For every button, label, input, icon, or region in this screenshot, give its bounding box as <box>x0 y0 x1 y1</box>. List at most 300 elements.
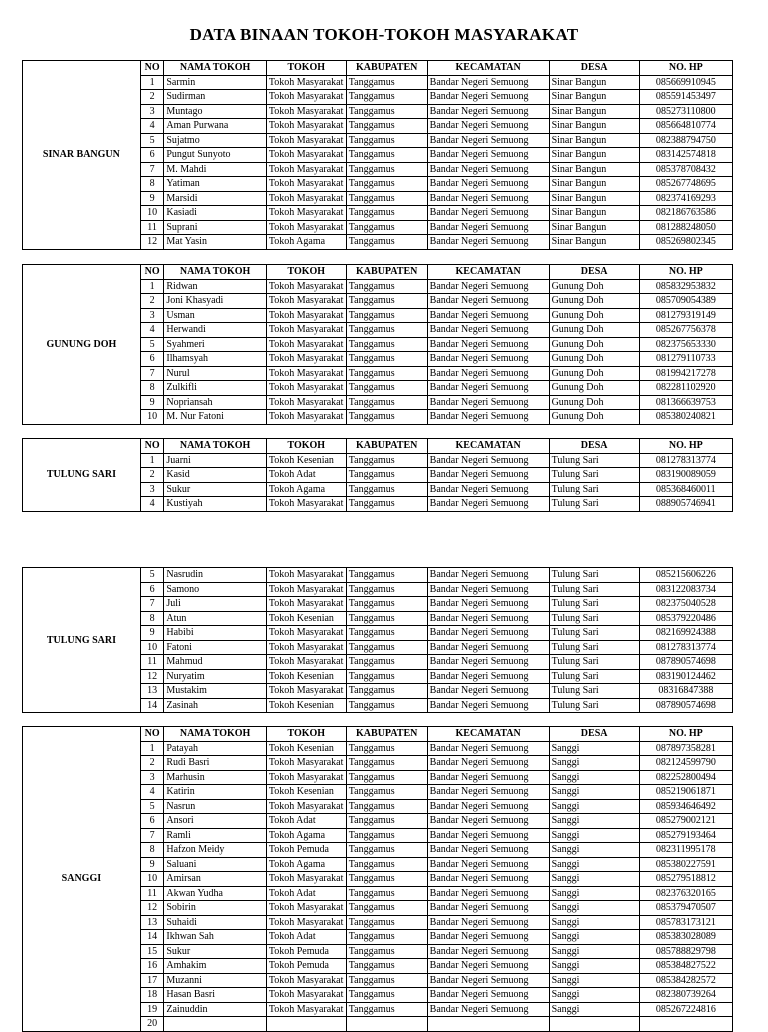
desa-cell: Tulung Sari <box>549 468 639 483</box>
kecamatan-cell: Bandar Negeri Semuong <box>427 162 549 177</box>
group-label: GUNUNG DOH <box>23 265 141 425</box>
kecamatan-cell: Bandar Negeri Semuong <box>427 1002 549 1017</box>
no-cell: 6 <box>140 814 164 829</box>
tokoh-cell: Tokoh Masyarakat <box>266 872 346 887</box>
desa-cell: Gunung Doh <box>549 410 639 425</box>
desa-cell: Tulung Sari <box>549 626 639 641</box>
kecamatan-cell: Bandar Negeri Semuong <box>427 669 549 684</box>
desa-cell: Sanggi <box>549 973 639 988</box>
no-hp-cell: 085273110800 <box>639 104 732 119</box>
kabupaten-cell: Tanggamus <box>346 366 427 381</box>
no-hp-cell: 081288248050 <box>639 220 732 235</box>
kecamatan-cell: Bandar Negeri Semuong <box>427 381 549 396</box>
no-cell: 11 <box>140 220 164 235</box>
desa-cell: Tulung Sari <box>549 597 639 612</box>
nama-tokoh-cell: Joni Khasyadi <box>164 294 266 309</box>
column-header-desa: DESA <box>549 439 639 454</box>
tokoh-cell: Tokoh Masyarakat <box>266 133 346 148</box>
nama-tokoh-cell: Muntago <box>164 104 266 119</box>
kecamatan-cell: Bandar Negeri Semuong <box>427 468 549 483</box>
kecamatan-cell: Bandar Negeri Semuong <box>427 410 549 425</box>
kabupaten-cell: Tanggamus <box>346 814 427 829</box>
kabupaten-cell: Tanggamus <box>346 235 427 250</box>
tokoh-cell: Tokoh Masyarakat <box>266 191 346 206</box>
no-hp-cell: 082124599790 <box>639 756 732 771</box>
nama-tokoh-cell: Zulkifli <box>164 381 266 396</box>
kecamatan-cell: Bandar Negeri Semuong <box>427 148 549 163</box>
kabupaten-cell: Tanggamus <box>346 626 427 641</box>
nama-tokoh-cell: M. Mahdi <box>164 162 266 177</box>
nama-tokoh-cell: Saluani <box>164 857 266 872</box>
no-hp-cell: 085279518812 <box>639 872 732 887</box>
kecamatan-cell: Bandar Negeri Semuong <box>427 235 549 250</box>
tokoh-cell: Tokoh Masyarakat <box>266 162 346 177</box>
nama-tokoh-cell: Pungut Sunyoto <box>164 148 266 163</box>
kabupaten-cell: Tanggamus <box>346 90 427 105</box>
kabupaten-cell: Tanggamus <box>346 468 427 483</box>
no-cell: 6 <box>140 352 164 367</box>
desa-cell: Sanggi <box>549 959 639 974</box>
desa-cell: Sanggi <box>549 857 639 872</box>
column-header-desa: DESA <box>549 61 639 76</box>
no-hp-cell: 085267756378 <box>639 323 732 338</box>
kabupaten-cell: Tanggamus <box>346 191 427 206</box>
column-header-no: NO <box>140 727 164 742</box>
nama-tokoh-cell: Fatoni <box>164 640 266 655</box>
tokoh-cell: Tokoh Masyarakat <box>266 381 346 396</box>
no-hp-cell: 082374169293 <box>639 191 732 206</box>
no-cell: 15 <box>140 944 164 959</box>
no-cell: 5 <box>140 133 164 148</box>
desa-cell: Sinar Bangun <box>549 133 639 148</box>
no-cell: 4 <box>140 119 164 134</box>
kabupaten-cell: Tanggamus <box>346 482 427 497</box>
kabupaten-cell: Tanggamus <box>346 220 427 235</box>
tokoh-cell: Tokoh Masyarakat <box>266 1002 346 1017</box>
tokoh-cell: Tokoh Agama <box>266 857 346 872</box>
no-hp-cell: 08316847388 <box>639 684 732 699</box>
no-cell: 2 <box>140 756 164 771</box>
column-header-hp: NO. HP <box>639 727 732 742</box>
nama-tokoh-cell: Kustiyah <box>164 497 266 512</box>
no-hp-cell: 085380227591 <box>639 857 732 872</box>
kabupaten-cell: Tanggamus <box>346 756 427 771</box>
no-hp-cell: 082252800494 <box>639 770 732 785</box>
kabupaten-cell: Tanggamus <box>346 886 427 901</box>
desa-cell: Sanggi <box>549 901 639 916</box>
nama-tokoh-cell: Aman Purwana <box>164 119 266 134</box>
tokoh-cell: Tokoh Masyarakat <box>266 915 346 930</box>
tokoh-cell: Tokoh Masyarakat <box>266 323 346 338</box>
kabupaten-cell: Tanggamus <box>346 582 427 597</box>
no-cell: 1 <box>140 741 164 756</box>
tokoh-cell: Tokoh Pemuda <box>266 959 346 974</box>
kecamatan-cell: Bandar Negeri Semuong <box>427 626 549 641</box>
no-hp-cell: 085788829798 <box>639 944 732 959</box>
column-header-kec: KECAMATAN <box>427 265 549 280</box>
no-hp-cell: 085709054389 <box>639 294 732 309</box>
no-cell: 11 <box>140 655 164 670</box>
desa-cell: Sanggi <box>549 872 639 887</box>
no-hp-cell: 087890574698 <box>639 655 732 670</box>
table-tulung-sari-part-2 <box>22 567 733 713</box>
no-cell: 7 <box>140 162 164 177</box>
tokoh-cell: Tokoh Kesenian <box>266 785 346 800</box>
tokoh-cell: Tokoh Masyarakat <box>266 497 346 512</box>
no-cell: 10 <box>140 410 164 425</box>
desa-cell: Sanggi <box>549 799 639 814</box>
tokoh-cell: Tokoh Masyarakat <box>266 119 346 134</box>
kabupaten-cell: Tanggamus <box>346 799 427 814</box>
kabupaten-cell: Tanggamus <box>346 828 427 843</box>
no-cell: 19 <box>140 1002 164 1017</box>
kecamatan-cell: Bandar Negeri Semuong <box>427 915 549 930</box>
tokoh-cell: Tokoh Agama <box>266 828 346 843</box>
desa-cell: Sinar Bangun <box>549 148 639 163</box>
desa-cell: Tulung Sari <box>549 453 639 468</box>
tokoh-cell: Tokoh Masyarakat <box>266 597 346 612</box>
desa-cell: Sanggi <box>549 785 639 800</box>
no-cell: 12 <box>140 235 164 250</box>
column-header-no: NO <box>140 439 164 454</box>
kabupaten-cell: Tanggamus <box>346 279 427 294</box>
desa-cell: Sanggi <box>549 741 639 756</box>
no-cell: 6 <box>140 582 164 597</box>
no-hp-cell: 085379470507 <box>639 901 732 916</box>
tokoh-cell: Tokoh Adat <box>266 814 346 829</box>
tokoh-cell: Tokoh Kesenian <box>266 669 346 684</box>
nama-tokoh-cell: Hafzon Meidy <box>164 843 266 858</box>
column-header-kec: KECAMATAN <box>427 61 549 76</box>
no-hp-cell: 082376320165 <box>639 886 732 901</box>
kabupaten-cell: Tanggamus <box>346 162 427 177</box>
no-cell: 2 <box>140 294 164 309</box>
no-cell: 14 <box>140 930 164 945</box>
desa-cell: Sinar Bangun <box>549 104 639 119</box>
tokoh-cell: Tokoh Masyarakat <box>266 352 346 367</box>
kabupaten-cell: Tanggamus <box>346 206 427 221</box>
no-cell: 4 <box>140 323 164 338</box>
no-cell: 16 <box>140 959 164 974</box>
kabupaten-cell: Tanggamus <box>346 597 427 612</box>
kecamatan-cell: Bandar Negeri Semuong <box>427 568 549 583</box>
no-hp-cell: 085379220486 <box>639 611 732 626</box>
kecamatan-cell: Bandar Negeri Semuong <box>427 886 549 901</box>
desa-cell: Sanggi <box>549 915 639 930</box>
kecamatan-cell: Bandar Negeri Semuong <box>427 988 549 1003</box>
kecamatan-cell: Bandar Negeri Semuong <box>427 828 549 843</box>
kecamatan-cell: Bandar Negeri Semuong <box>427 104 549 119</box>
no-hp-cell: 085591453497 <box>639 90 732 105</box>
kecamatan-cell: Bandar Negeri Semuong <box>427 133 549 148</box>
no-cell: 8 <box>140 843 164 858</box>
kecamatan-cell: Bandar Negeri Semuong <box>427 770 549 785</box>
no-cell: 12 <box>140 669 164 684</box>
kabupaten-cell: Tanggamus <box>346 381 427 396</box>
no-hp-cell: 087897358281 <box>639 741 732 756</box>
group-label: TULUNG SARI <box>23 568 141 713</box>
no-cell: 14 <box>140 698 164 713</box>
kabupaten-cell: Tanggamus <box>346 785 427 800</box>
kecamatan-cell: Bandar Negeri Semuong <box>427 191 549 206</box>
no-hp-cell: 085219061871 <box>639 785 732 800</box>
desa-cell: Sanggi <box>549 843 639 858</box>
desa-cell: Sinar Bangun <box>549 206 639 221</box>
header-row <box>23 61 733 76</box>
no-hp-cell: 083190124462 <box>639 669 732 684</box>
nama-tokoh-cell: Mustakim <box>164 684 266 699</box>
column-header-kab: KABUPATEN <box>346 61 427 76</box>
tokoh-cell: Tokoh Adat <box>266 930 346 945</box>
no-hp-cell: 085669910945 <box>639 75 732 90</box>
desa-cell: Tulung Sari <box>549 568 639 583</box>
column-header-tokoh: TOKOH <box>266 61 346 76</box>
tokoh-cell: Tokoh Masyarakat <box>266 148 346 163</box>
nama-tokoh-cell: Akwan Yudha <box>164 886 266 901</box>
nama-tokoh-cell: M. Nur Fatoni <box>164 410 266 425</box>
column-header-tokoh: TOKOH <box>266 727 346 742</box>
no-hp-cell: 085380240821 <box>639 410 732 425</box>
column-header-kec: KECAMATAN <box>427 727 549 742</box>
column-header-kec: KECAMATAN <box>427 439 549 454</box>
no-hp-cell: 082311995178 <box>639 843 732 858</box>
no-cell: 7 <box>140 597 164 612</box>
kecamatan-cell: Bandar Negeri Semuong <box>427 395 549 410</box>
column-header-kab: KABUPATEN <box>346 439 427 454</box>
kabupaten-cell: Tanggamus <box>346 684 427 699</box>
no-cell: 1 <box>140 75 164 90</box>
column-header-hp: NO. HP <box>639 439 732 454</box>
tokoh-cell: Tokoh Masyarakat <box>266 799 346 814</box>
no-hp-cell: 087890574698 <box>639 698 732 713</box>
kecamatan-cell: Bandar Negeri Semuong <box>427 75 549 90</box>
nama-tokoh-cell: Mahmud <box>164 655 266 670</box>
kecamatan-cell: Bandar Negeri Semuong <box>427 352 549 367</box>
desa-cell: Tulung Sari <box>549 582 639 597</box>
table-tulung-sari-part-1 <box>22 438 733 512</box>
nama-tokoh-cell: Ilhamsyah <box>164 352 266 367</box>
column-header-no: NO <box>140 265 164 280</box>
kabupaten-cell: Tanggamus <box>346 104 427 119</box>
kabupaten-cell: Tanggamus <box>346 770 427 785</box>
no-cell: 5 <box>140 337 164 352</box>
column-header-nama: NAMA TOKOH <box>164 61 266 76</box>
desa-cell: Tulung Sari <box>549 497 639 512</box>
nama-tokoh-cell: Syahmeri <box>164 337 266 352</box>
no-hp-cell: 085215606226 <box>639 568 732 583</box>
column-header-hp: NO. HP <box>639 265 732 280</box>
nama-tokoh-cell: Juarni <box>164 453 266 468</box>
column-header-desa: DESA <box>549 727 639 742</box>
kecamatan-cell: Bandar Negeri Semuong <box>427 482 549 497</box>
no-hp-cell: 081279110733 <box>639 352 732 367</box>
kecamatan-cell: Bandar Negeri Semuong <box>427 959 549 974</box>
tokoh-cell: Tokoh Pemuda <box>266 944 346 959</box>
no-hp-cell: 085279193464 <box>639 828 732 843</box>
nama-tokoh-cell: Marsidi <box>164 191 266 206</box>
desa-cell: Tulung Sari <box>549 655 639 670</box>
desa-cell: Sanggi <box>549 814 639 829</box>
no-cell: 3 <box>140 482 164 497</box>
no-hp-cell: 085269802345 <box>639 235 732 250</box>
kabupaten-cell: Tanggamus <box>346 988 427 1003</box>
kecamatan-cell: Bandar Negeri Semuong <box>427 453 549 468</box>
desa-cell: Gunung Doh <box>549 294 639 309</box>
tokoh-cell: Tokoh Masyarakat <box>266 582 346 597</box>
no-cell: 20 <box>140 1017 164 1032</box>
group-label: TULUNG SARI <box>23 439 141 512</box>
kabupaten-cell: Tanggamus <box>346 901 427 916</box>
desa-cell: Sanggi <box>549 944 639 959</box>
tokoh-cell: Tokoh Masyarakat <box>266 568 346 583</box>
header-row <box>23 265 733 280</box>
no-hp-cell: 081366639753 <box>639 395 732 410</box>
column-header-hp: NO. HP <box>639 61 732 76</box>
nama-tokoh-cell: Nuryatim <box>164 669 266 684</box>
tokoh-cell: Tokoh Agama <box>266 235 346 250</box>
tokoh-cell: Tokoh Masyarakat <box>266 308 346 323</box>
kecamatan-cell: Bandar Negeri Semuong <box>427 308 549 323</box>
nama-tokoh-cell: Zainuddin <box>164 1002 266 1017</box>
nama-tokoh-cell: Yatiman <box>164 177 266 192</box>
tokoh-cell: Tokoh Kesenian <box>266 611 346 626</box>
kecamatan-cell: Bandar Negeri Semuong <box>427 944 549 959</box>
no-cell: 10 <box>140 872 164 887</box>
kecamatan-cell: Bandar Negeri Semuong <box>427 814 549 829</box>
desa-cell: Sinar Bangun <box>549 119 639 134</box>
desa-cell: Gunung Doh <box>549 308 639 323</box>
kecamatan-cell: Bandar Negeri Semuong <box>427 785 549 800</box>
desa-cell: Sinar Bangun <box>549 90 639 105</box>
nama-tokoh-cell: Sarmin <box>164 75 266 90</box>
tokoh-cell: Tokoh Masyarakat <box>266 366 346 381</box>
header-row <box>23 727 733 742</box>
nama-tokoh-cell: Ansori <box>164 814 266 829</box>
desa-cell: Sinar Bangun <box>549 220 639 235</box>
desa-cell: Sanggi <box>549 930 639 945</box>
kabupaten-cell: Tanggamus <box>346 959 427 974</box>
kecamatan-cell: Bandar Negeri Semuong <box>427 611 549 626</box>
kabupaten-cell: Tanggamus <box>346 119 427 134</box>
tokoh-cell: Tokoh Masyarakat <box>266 901 346 916</box>
no-hp-cell: 081278313774 <box>639 453 732 468</box>
nama-tokoh-cell: Sudirman <box>164 90 266 105</box>
kecamatan-cell: Bandar Negeri Semuong <box>427 597 549 612</box>
nama-tokoh-cell: Nurul <box>164 366 266 381</box>
kecamatan-cell: Bandar Negeri Semuong <box>427 872 549 887</box>
header-row <box>23 439 733 454</box>
desa-cell: Sinar Bangun <box>549 162 639 177</box>
no-cell: 9 <box>140 626 164 641</box>
no-hp-cell: 082281102920 <box>639 381 732 396</box>
tokoh-cell: Tokoh Masyarakat <box>266 294 346 309</box>
nama-tokoh-cell: Usman <box>164 308 266 323</box>
no-cell: 17 <box>140 973 164 988</box>
desa-cell: Tulung Sari <box>549 611 639 626</box>
kabupaten-cell: Tanggamus <box>346 395 427 410</box>
nama-tokoh-cell: Muzanni <box>164 973 266 988</box>
kabupaten-cell: Tanggamus <box>346 973 427 988</box>
no-hp-cell: 085384282572 <box>639 973 732 988</box>
no-cell: 8 <box>140 381 164 396</box>
tokoh-cell: Tokoh Masyarakat <box>266 206 346 221</box>
no-hp-cell: 081278313774 <box>639 640 732 655</box>
nama-tokoh-cell: Zasinah <box>164 698 266 713</box>
tokoh-cell: Tokoh Masyarakat <box>266 177 346 192</box>
no-cell: 9 <box>140 191 164 206</box>
kecamatan-cell: Bandar Negeri Semuong <box>427 684 549 699</box>
no-cell: 2 <box>140 90 164 105</box>
no-hp-cell: 085383028089 <box>639 930 732 945</box>
no-cell: 4 <box>140 497 164 512</box>
kecamatan-cell: Bandar Negeri Semuong <box>427 220 549 235</box>
column-header-kab: KABUPATEN <box>346 727 427 742</box>
column-header-nama: NAMA TOKOH <box>164 265 266 280</box>
no-cell: 5 <box>140 799 164 814</box>
kecamatan-cell: Bandar Negeri Semuong <box>427 90 549 105</box>
kecamatan-cell: Bandar Negeri Semuong <box>427 582 549 597</box>
kecamatan-cell: Bandar Negeri Semuong <box>427 756 549 771</box>
no-cell: 2 <box>140 468 164 483</box>
kabupaten-cell: Tanggamus <box>346 915 427 930</box>
desa-cell: Sanggi <box>549 770 639 785</box>
no-hp-cell: 081994217278 <box>639 366 732 381</box>
kecamatan-cell: Bandar Negeri Semuong <box>427 497 549 512</box>
nama-tokoh-cell: Ikhwan Sah <box>164 930 266 945</box>
no-hp-cell: 085279002121 <box>639 814 732 829</box>
no-cell: 11 <box>140 886 164 901</box>
kabupaten-cell: Tanggamus <box>346 323 427 338</box>
nama-tokoh-cell: Hasan Basri <box>164 988 266 1003</box>
kabupaten-cell: Tanggamus <box>346 337 427 352</box>
tokoh-cell: Tokoh Masyarakat <box>266 626 346 641</box>
desa-cell: Sanggi <box>549 1002 639 1017</box>
desa-cell: Gunung Doh <box>549 395 639 410</box>
nama-tokoh-cell: Nasrun <box>164 799 266 814</box>
kabupaten-cell: Tanggamus <box>346 872 427 887</box>
nama-tokoh-cell: Suhaidi <box>164 915 266 930</box>
tokoh-cell: Tokoh Masyarakat <box>266 220 346 235</box>
no-hp-cell: 085934646492 <box>639 799 732 814</box>
page-title: DATA BINAAN TOKOH-TOKOH MASYARAKAT <box>189 25 579 44</box>
nama-tokoh-cell: Herwandi <box>164 323 266 338</box>
nama-tokoh-cell: Sukur <box>164 482 266 497</box>
nama-tokoh-cell: Amirsan <box>164 872 266 887</box>
nama-tokoh-cell: Patayah <box>164 741 266 756</box>
kecamatan-cell: Bandar Negeri Semuong <box>427 177 549 192</box>
nama-tokoh-cell: Rudi Basri <box>164 756 266 771</box>
nama-tokoh-cell: Sujatmo <box>164 133 266 148</box>
tokoh-cell: Tokoh Masyarakat <box>266 770 346 785</box>
kabupaten-cell: Tanggamus <box>346 133 427 148</box>
desa-cell: Gunung Doh <box>549 279 639 294</box>
no-cell: 8 <box>140 177 164 192</box>
tokoh-cell: Tokoh Masyarakat <box>266 756 346 771</box>
kabupaten-cell: Tanggamus <box>346 294 427 309</box>
table-gunung-doh <box>22 264 733 425</box>
no-hp-cell: 082380739264 <box>639 988 732 1003</box>
tokoh-cell: Tokoh Masyarakat <box>266 988 346 1003</box>
no-hp-cell: 081279319149 <box>639 308 732 323</box>
column-header-desa: DESA <box>549 265 639 280</box>
no-cell: 1 <box>140 453 164 468</box>
tokoh-cell: Tokoh Pemuda <box>266 843 346 858</box>
no-hp-cell: 082169924388 <box>639 626 732 641</box>
no-hp-cell: 085783173121 <box>639 915 732 930</box>
no-cell: 5 <box>140 568 164 583</box>
tokoh-cell: Tokoh Masyarakat <box>266 640 346 655</box>
nama-tokoh-cell: Mat Yasin <box>164 235 266 250</box>
